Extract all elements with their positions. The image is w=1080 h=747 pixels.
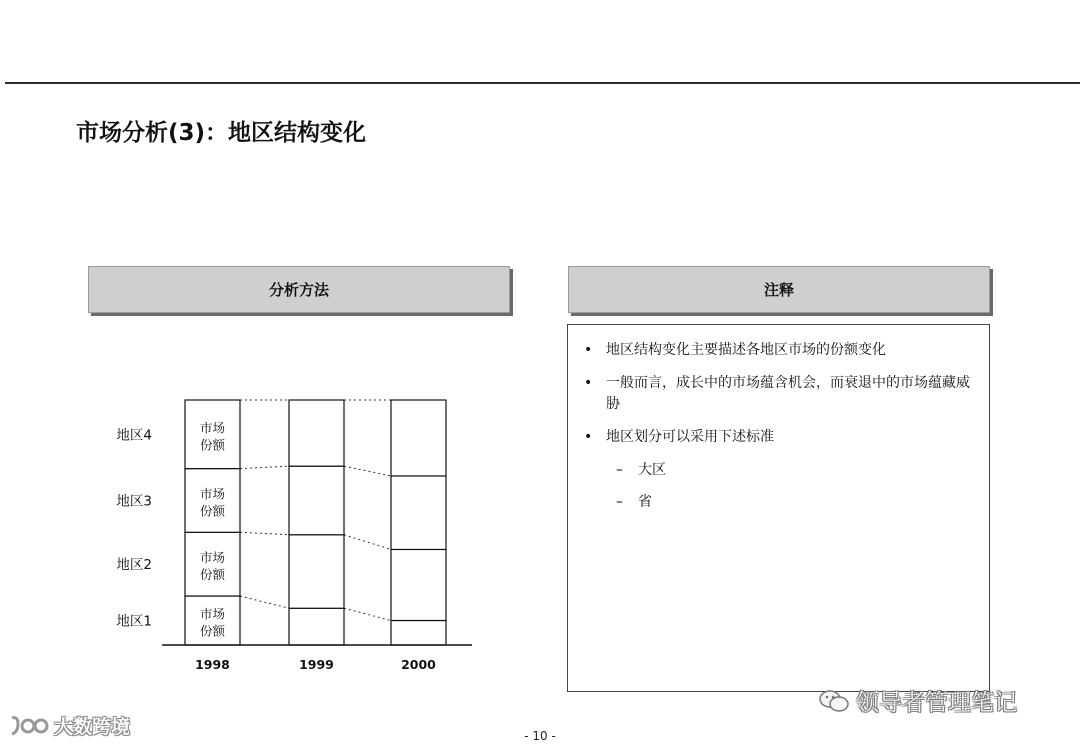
dotted-connector — [240, 532, 289, 534]
note-text: 大区 — [638, 462, 666, 478]
region-label: 地区4 — [116, 427, 152, 444]
dotted-connector — [344, 466, 391, 476]
regional-share-diagram — [100, 390, 480, 680]
note-text: 地区划分可以采用下述标准 — [606, 429, 774, 445]
region-label: 地区3 — [116, 493, 152, 510]
region-label: 地区1 — [116, 613, 152, 630]
note-text: 地区结构变化主要描述各地区市场的份额变化 — [606, 342, 886, 358]
region-label: 地区2 — [116, 557, 152, 574]
page-title: 市场分析(3)：地区结构变化 — [76, 120, 367, 146]
note-text: 一般而言，成长中的市场蕴含机会，而衰退中的市场蕴藏威胁 — [606, 375, 970, 412]
page-number: - 10 - — [524, 729, 556, 743]
market-share-segment — [289, 400, 344, 466]
market-share-segment — [289, 608, 344, 645]
market-share-segment — [391, 400, 446, 476]
segment-label: 份额 — [199, 623, 226, 639]
top-rule — [5, 82, 1080, 84]
market-share-segment — [391, 621, 446, 646]
segment-label: 市场 — [199, 486, 226, 502]
segment-label: 份额 — [199, 437, 226, 453]
notes-header: 注释 — [568, 266, 990, 313]
watermark-right — [818, 684, 1017, 717]
note-text: 省 — [638, 494, 652, 510]
market-share-segment — [391, 476, 446, 550]
analysis-method-header: 分析方法 — [88, 266, 510, 313]
wechat-icon — [818, 688, 850, 714]
segment-label: 份额 — [199, 503, 226, 519]
watermark-left-text: 大数跨境 — [54, 716, 131, 738]
market-share-segment — [289, 535, 344, 609]
year-label: 1999 — [299, 657, 334, 672]
dotted-connector — [344, 535, 391, 550]
watermark-right-text: 领导者管理笔记 — [856, 690, 1017, 716]
bullet-icon: • — [584, 429, 593, 445]
year-label: 2000 — [401, 657, 436, 672]
segment-label: 市场 — [199, 420, 226, 436]
market-share-segment — [289, 466, 344, 535]
dash-icon: – — [616, 462, 623, 478]
dotted-connector — [240, 596, 289, 608]
dotted-connector — [344, 608, 391, 620]
market-share-segment — [391, 549, 446, 620]
watermark-left — [8, 712, 130, 739]
segment-label: 市场 — [199, 606, 226, 622]
brand-logo-icon — [8, 714, 50, 738]
dotted-connector — [240, 466, 289, 468]
year-label: 1998 — [195, 657, 230, 672]
segment-label: 份额 — [199, 567, 226, 583]
bullet-icon: • — [584, 375, 593, 391]
segment-label: 市场 — [199, 550, 226, 566]
bullet-icon: • — [584, 342, 593, 358]
notes-box — [567, 324, 990, 692]
dash-icon: – — [616, 494, 623, 510]
